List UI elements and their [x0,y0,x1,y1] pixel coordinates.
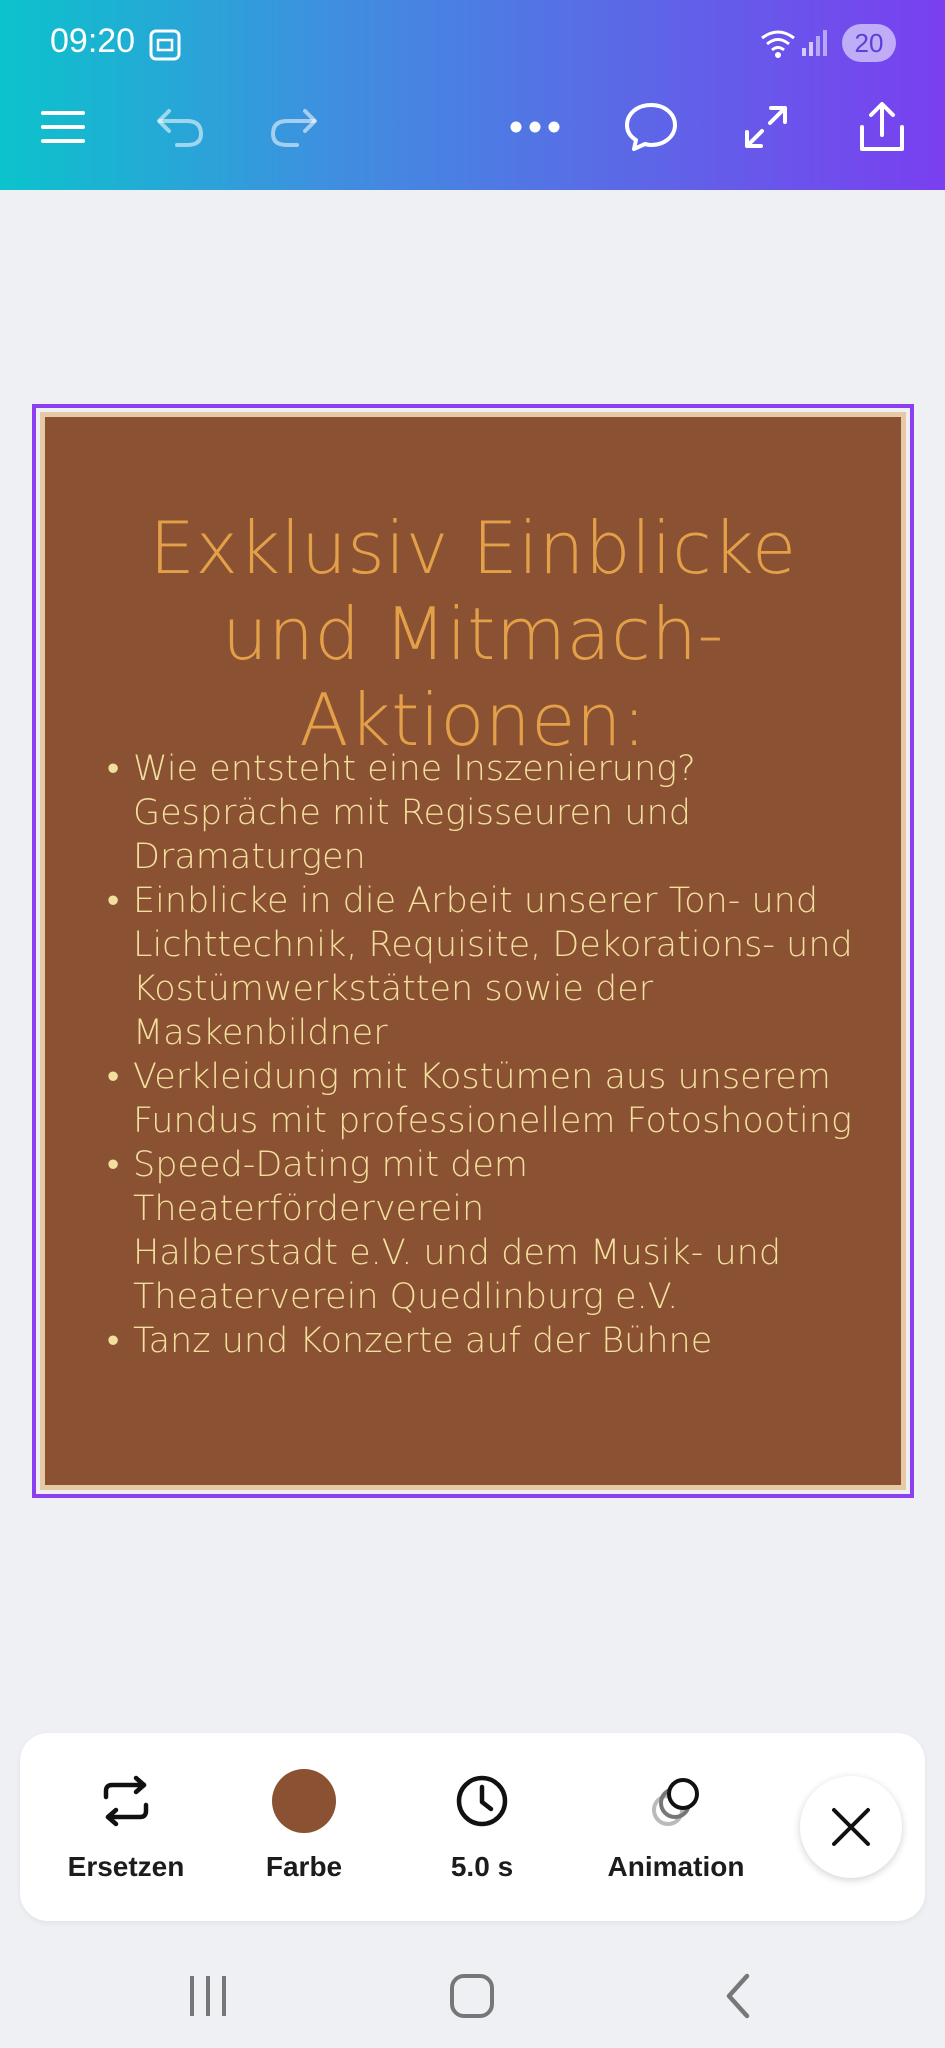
design-page[interactable] [40,412,906,1490]
more-button[interactable] [500,92,570,162]
replace-icon [98,1769,154,1833]
list-item: • Einblicke in die Arbeit unserer Ton- und Lichttechnik, Requisite, Dekorations- und Kostümwerkstätten sowie der Maskenbildner [107,879,861,1055]
comment-button[interactable] [616,92,686,162]
screenshot-icon [148,28,182,66]
expand-button[interactable] [731,92,801,162]
top-header [0,0,945,190]
back-button[interactable] [710,1968,766,2024]
bullet-list[interactable] [107,747,861,1363]
home-icon [448,1972,496,2020]
menu-icon [39,107,87,147]
animation-button[interactable] [586,1769,766,1883]
menu-button[interactable] [28,92,98,162]
bottom-toolbar [20,1733,925,1921]
replace-button[interactable] [46,1769,206,1883]
recent-apps-button[interactable] [180,1968,236,2024]
system-nav-bar [0,1940,945,2048]
back-icon [721,1972,755,2020]
status-time: 09:20 [50,22,136,60]
redo-button[interactable] [258,92,328,162]
close-button[interactable] [800,1776,902,1878]
list-item: • Speed-Dating mit dem Theaterförderverein Halberstadt e.V. und dem Musik- und Theaterverein Quedlinburg e.V. [107,1143,861,1319]
duration-button[interactable] [402,1769,562,1883]
replace-label: Ersetzen [67,1851,185,1882]
design-title[interactable]: Exklusiv Einblicke und Mitmach-Aktionen: [149,506,797,762]
color-button[interactable] [224,1769,384,1883]
color-label: Farbe [265,1851,343,1882]
animation-label: Animation [607,1851,745,1882]
redo-icon [267,105,319,149]
duration-label: 5.0 s [450,1851,514,1882]
share-icon [858,101,906,153]
selected-page[interactable] [32,404,914,1498]
undo-button[interactable] [146,92,216,162]
home-button[interactable] [442,1968,502,2024]
battery-badge: 20 [842,24,896,62]
color-swatch [272,1769,336,1833]
comment-icon [624,102,678,152]
clock-icon [455,1769,509,1833]
recent-apps-icon [187,1974,229,2018]
share-button[interactable] [847,92,917,162]
close-icon [830,1806,872,1848]
expand-icon [743,104,789,150]
undo-icon [155,105,207,149]
signal-icon [800,28,830,62]
wifi-icon [758,26,798,64]
more-icon [509,120,561,134]
list-item: • Wie entsteht eine Inszenierung? Gespräche mit Regisseuren und Dramaturgen [107,747,861,879]
list-item: • Verkleidung mit Kostümen aus unserem Fundus mit professionellem Fotoshooting [107,1055,861,1143]
list-item: • Tanz und Konzerte auf der Bühne [107,1319,861,1363]
animation-icon [648,1769,704,1833]
